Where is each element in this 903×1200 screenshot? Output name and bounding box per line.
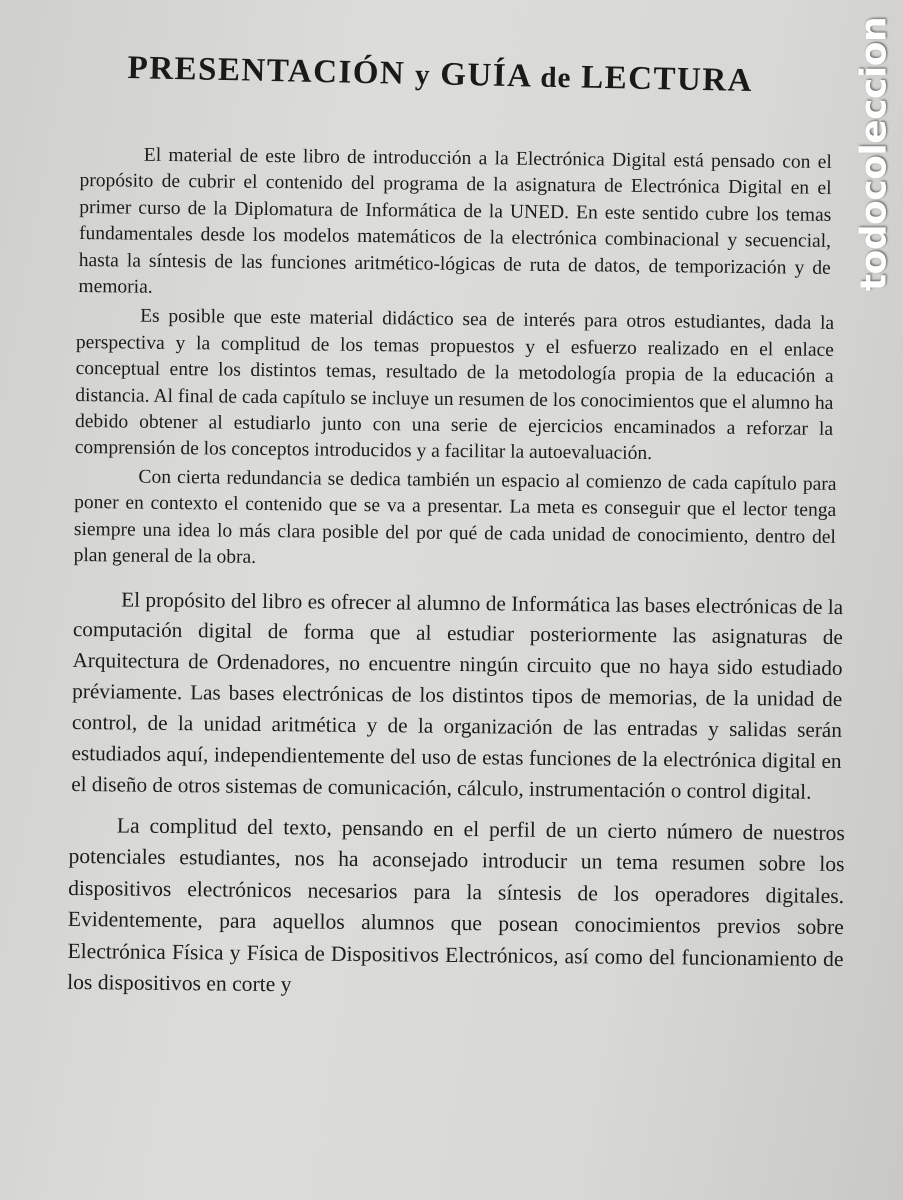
paragraph-2: Es posible que este material didáctico sea de interés para otros estudiantes, dada la perspectiva y la complitud de los temas propuestos y el esfuerzo realizado en el enlace conceptual entre los distintos temas, resultado de la metodología propia de la educación a distancia. Al final de cada capítulo se incluye un resumen de los conocimientos que el alumno ha debido obtener al estudiarlo junto con una serie de ejercicios encaminados a reforzar la comprensión de los conceptos introducidos y a facilitar la autoevaluación. [74,306,835,465]
paragraph-1: El material de este libro de introducción a la Electrónica Digital está pensado con el propósito de cubrir el contenido del programa de la asignatura de Electrónica Digital en el primer curso de la Diplomatura de Informática de la UNED. En este sentido cubre los temas fundamentales desde los modelos matemáticos de la electrónica combinacional y secuencial, hasta la síntesis de las funciones aritmético-lógicas de ruta de datos, de temporización y de memoria. [78,144,832,298]
title-conjunction: y [414,59,431,92]
paragraph-3: Con cierta redundancia se dedica también un espacio al comienzo de cada capítulo para poner en contexto el contenido que se va a presentar. La meta es conseguir que el lector tenga siempre una idea lo más clara posible del por qué de cada unidad de conocimiento, dentro del plan general de la obra. [73,466,837,568]
watermark-text: todocoleccion [853,16,895,292]
title-part-presentacion: PRESENTACIÓN [127,50,406,92]
title-part-guia: GUÍA [439,56,532,95]
body-text [69,142,848,1007]
watermark [853,4,895,304]
title-part-lectura: LECTURA [580,59,754,100]
page-title [127,50,808,101]
paragraph-4: El propósito del libro es ofrecer al alumno de Informática las bases electrónicas de la computación digital de forma que al estudiar posteriormente las asignaturas de Arquitectura de Ordenadores, no encuentre ningún circuito que no haya sido estudiado préviamente. Las bases electrónicas de los distintos tipos de memorias, de la unidad de control, de la unidad aritmética y de la organización de las entradas y salidas serán estudiados aquí, independientemente del uso de estas funciones de la electrónica digital en el diseño de otros sistemas de comunicación, cálculo, instrumentación o control digital. [71,586,844,804]
title-preposition: de [540,61,572,95]
paragraph-5: La complitud del texto, pensando en el perfil de un cierto número de nuestros potenciales estudiantes, nos ha aconsejado introducir un tema resumen sobre los dispositivos electrónicos necesarios para la síntesis de los operadores digitales. Evidentemente, para aquellos alumnos que posean conocimientos previos sobre Electrónica Física y Física de Dispositivos Electrónicos, así como del funcionamiento de los dispositivos en corte y [67,813,845,997]
